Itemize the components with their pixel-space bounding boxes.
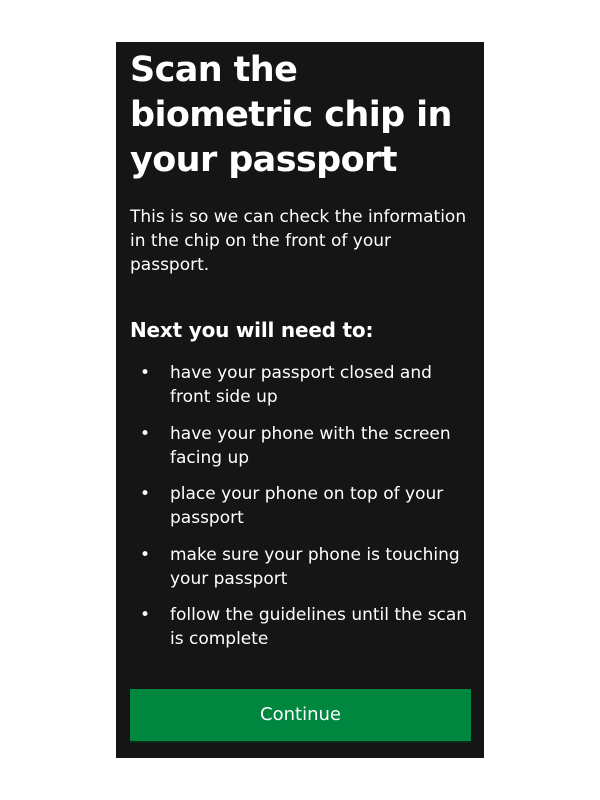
step-text: place your phone on top of your passport [170, 484, 444, 528]
list-item [130, 361, 472, 409]
step-text: make sure your phone is touching your passport [170, 544, 460, 589]
list-item [130, 603, 472, 651]
list-item [130, 422, 472, 470]
app-screen [116, 42, 484, 758]
bullet-icon: • [140, 484, 151, 504]
step-text: follow the guidelines until the scan is complete [170, 605, 468, 649]
bullet-icon: • [140, 423, 151, 444]
bullet-icon: • [140, 363, 151, 383]
intro-text: This is so we can check the information in the chip on the front of your passport. [130, 207, 467, 275]
bullet-icon: • [140, 544, 151, 565]
main-content [130, 48, 472, 664]
list-item [130, 482, 472, 530]
bullet-icon: • [140, 605, 151, 625]
steps-list [130, 361, 472, 651]
continue-button[interactable]: Continue [130, 689, 471, 743]
page-title: Scan the biometric chip in your passport [130, 50, 452, 180]
section-heading: Next you will need to: [130, 318, 374, 342]
list-item [130, 543, 472, 591]
step-text: have your phone with the screen facing up [170, 423, 451, 468]
step-text: have your passport closed and front side up [170, 363, 432, 407]
